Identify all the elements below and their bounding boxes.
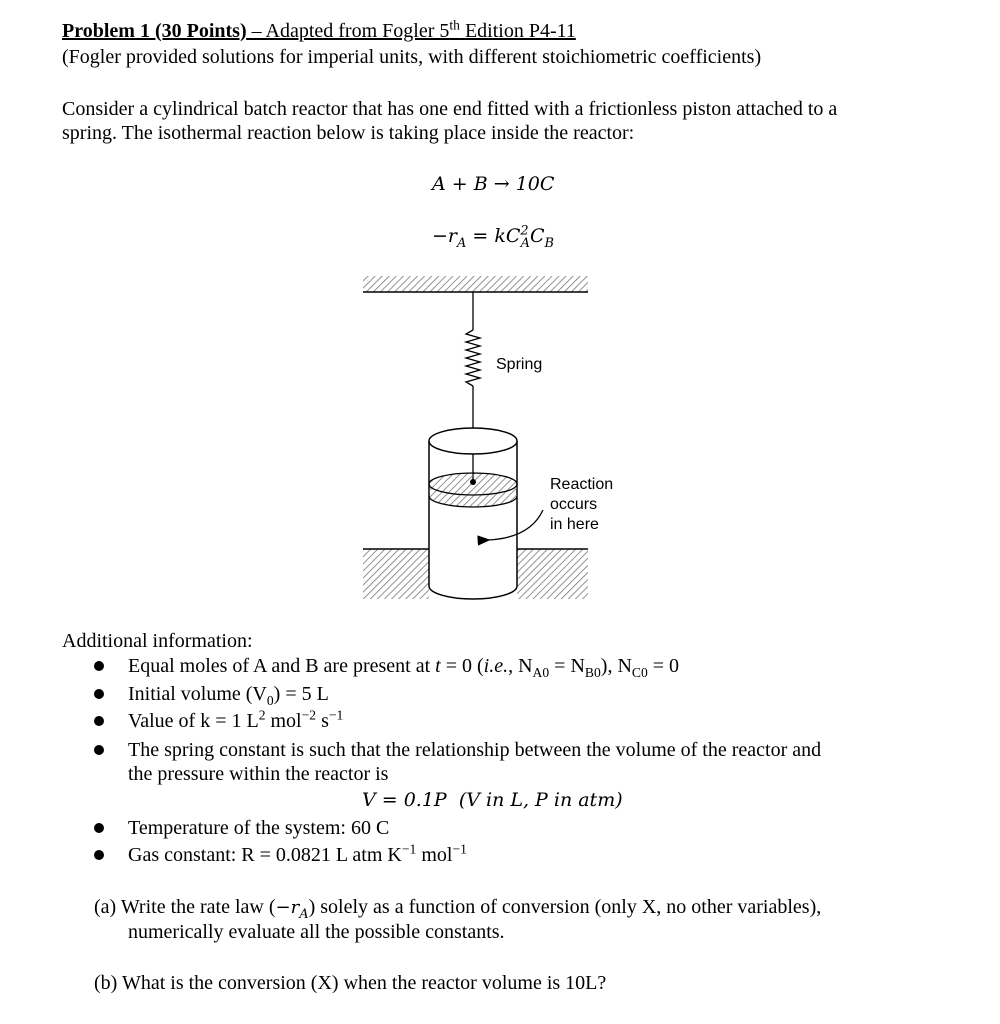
info-item-spring-line-2: the pressure within the reactor is — [128, 763, 389, 785]
info-item-initial-moles: Equal moles of A and B are present at t = 0 (i.e., $N_{A0} = N_{B0}$), $N_{C0} = 0$ — [128, 655, 680, 680]
reaction-lhs: A + B — [432, 173, 488, 195]
bullet-icon — [94, 745, 104, 755]
info-item-temperature: Temperature of the system: 60 C — [128, 817, 390, 839]
rate-lhs: −r — [432, 225, 458, 247]
question-a-line-2: numerically evaluate all the possible constants. — [128, 921, 505, 943]
spring-label: Spring — [496, 356, 543, 373]
piston-rod-joint — [470, 479, 476, 485]
intro-line-2: spring. The isothermal reaction below is taking place inside the reactor: — [62, 122, 635, 144]
reaction-pointer-arrow — [488, 510, 543, 540]
bullet-icon — [94, 850, 104, 860]
rate-ca-sup: 2 — [520, 223, 529, 239]
problem-title-source: – Adapted from Fogler 5 — [246, 20, 450, 42]
rate-eq: = kC — [466, 225, 521, 247]
problem-title-bold: Problem 1 (30 Points) — [62, 20, 247, 42]
question-a-label: (a) — [94, 896, 117, 918]
intro-line-1: Consider a cylindrical batch reactor that has one end fitted with a frictionless piston attached to a — [62, 98, 838, 120]
bullet-icon — [94, 716, 104, 726]
rate-lhs-sub: A — [457, 235, 467, 251]
spring-coil — [466, 330, 480, 386]
problem-title-end: Edition P4-11 — [459, 20, 576, 42]
info-item-initial-volume: Initial volume $(V_0) = 5$ L — [128, 683, 329, 708]
info-item-spring-line-1: The spring constant is such that the relationship between the volume of the reactor and — [128, 739, 822, 761]
rate-ca-sub: A — [520, 235, 530, 251]
rate-cb-sub: B — [544, 235, 554, 251]
reaction-label-line-1: Reaction — [550, 476, 614, 493]
info-item-rate-constant: Value of k = 1 $L^2$ mol$^{-2}$ $s^{-1}$ — [128, 707, 344, 732]
bullet-icon — [94, 689, 104, 699]
question-b: (b) What is the conversion (X) when the reactor volume is 10L? — [94, 972, 607, 994]
reaction-rhs: 10C — [515, 173, 555, 195]
problem-title-sup: th — [449, 17, 460, 33]
question-a: (a) Write the rate law $(-r_A)$ solely as a function of conversion (only X, no other variables), — [94, 896, 822, 922]
info-item-gas-constant: Gas constant: R = 0.0821 L atm $K^{-1}$ mol$^{-1}$ — [128, 841, 467, 866]
reaction-arrow: → — [493, 173, 510, 195]
problem-subtitle: (Fogler provided solutions for imperial units, with different stoichiometric coefficients) — [62, 46, 762, 68]
reaction-label-line-3: in here — [550, 516, 599, 533]
bullet-icon — [94, 823, 104, 833]
additional-heading: Additional information: — [62, 630, 253, 652]
bullet-icon — [94, 661, 104, 671]
piston-hatch — [429, 473, 517, 507]
ceiling-hatch — [363, 276, 588, 292]
ground-cutout — [429, 545, 517, 601]
reaction-label-line-2: occurs — [550, 496, 598, 513]
spring-relation-equation: V = 0.1P (V in L, P in atm) — [362, 789, 623, 811]
rate-cb: C — [529, 225, 545, 247]
cylinder-top — [429, 428, 517, 454]
question-b-label: (b) — [94, 972, 118, 994]
